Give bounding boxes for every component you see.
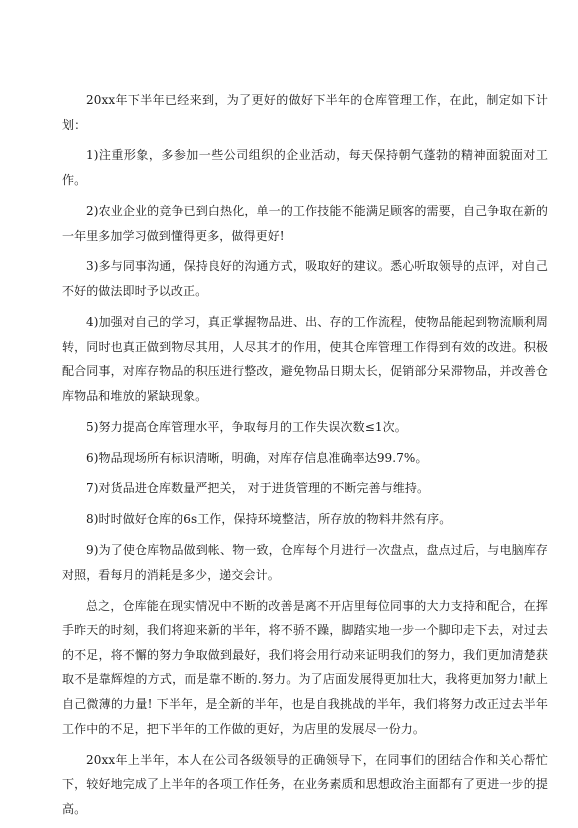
plan-item-5: 5)努力提高仓库管理水平，争取每月的工作失误次数≤1次。 xyxy=(86,419,407,434)
plan-item-6: 6)物品现场所有标识清晰，明确，对库存信息准确率达99.7%。 xyxy=(86,450,428,465)
intro-paragraph: 20xx年下半年已经来到，为了更好的做好下半年的仓库管理工作，在此，制定如下计划： xyxy=(62,93,548,132)
document-body xyxy=(62,88,548,828)
first-half-paragraph: 20xx年上半年，本人在公司各级领导的正确领导下，在同事们的团结合作和关心帮忙下，较好地完成了上半年的各项工作任务，在业务素质和思想政治主面都有了更进一步的提高。 xyxy=(62,752,548,816)
plan-item-1: 1)注重形象，多参加一些公司组织的企业活动，每天保持朝气蓬勃的精神面貌面对工作。 xyxy=(62,148,548,188)
plan-item-3: 3)多与同事沟通，保持良好的沟通方式，吸取好的建议。悉心听取领导的点评，对自己不好的做法即时予以改正。 xyxy=(62,259,548,299)
plan-item-9: 9)为了使仓库物品做到帐、物一致，仓库每个月进行一次盘点，盘点过后，与电脑库存对照，看每月的消耗是多少，递交会计。 xyxy=(62,543,548,582)
plan-item-7: 7)对货品进仓库数量严把关， 对于进货管理的不断完善与维持。 xyxy=(86,481,430,496)
summary-paragraph: 总之，仓库能在现实情况中不断的改善是离不开店里每位同事的大力支持和配合，在挥手昨天的时刻，我们将迎来新的半年，将不骄不躁，脚踏实地一步一个脚印走下去，对过去的不足，将不懈的努力争取做到最好，我们将会用行动来证明我们的努力，我们更加清楚获取不是靠辉煌的方式，而是靠不断的.努力。为了店面发展得更加壮大，我将更加努力!献上自己微薄的力量! 下半年，是全新的半年，也是自我挑战的半年，我们将努力改正过去半年工作中的不足，把下半年的工作做的更好，为店里的发展尽一份力。 xyxy=(62,598,548,736)
plan-item-2: 2)农业企业的竞争已到白热化，单一的工作技能不能满足顾客的需要，自己争取在新的一年里多加学习做到懂得更多，做得更好! xyxy=(62,203,548,243)
plan-item-4: 4)加强对自己的学习，真正掌握物品进、出、存的工作流程，使物品能起到物流顺利周转，同时也真正做到物尽其用，人尽其才的作用，使其仓库管理工作得到有效的改进。积极配合同事，对库存物品的积压进行整改，避免物品日期太长，促销部分呆滞物品，并改善仓库物品和堆放的紧缺现象。 xyxy=(62,314,548,403)
plan-item-8: 8)时时做好仓库的6s工作，保持环境整洁，所存放的物料井然有序。 xyxy=(86,512,452,527)
